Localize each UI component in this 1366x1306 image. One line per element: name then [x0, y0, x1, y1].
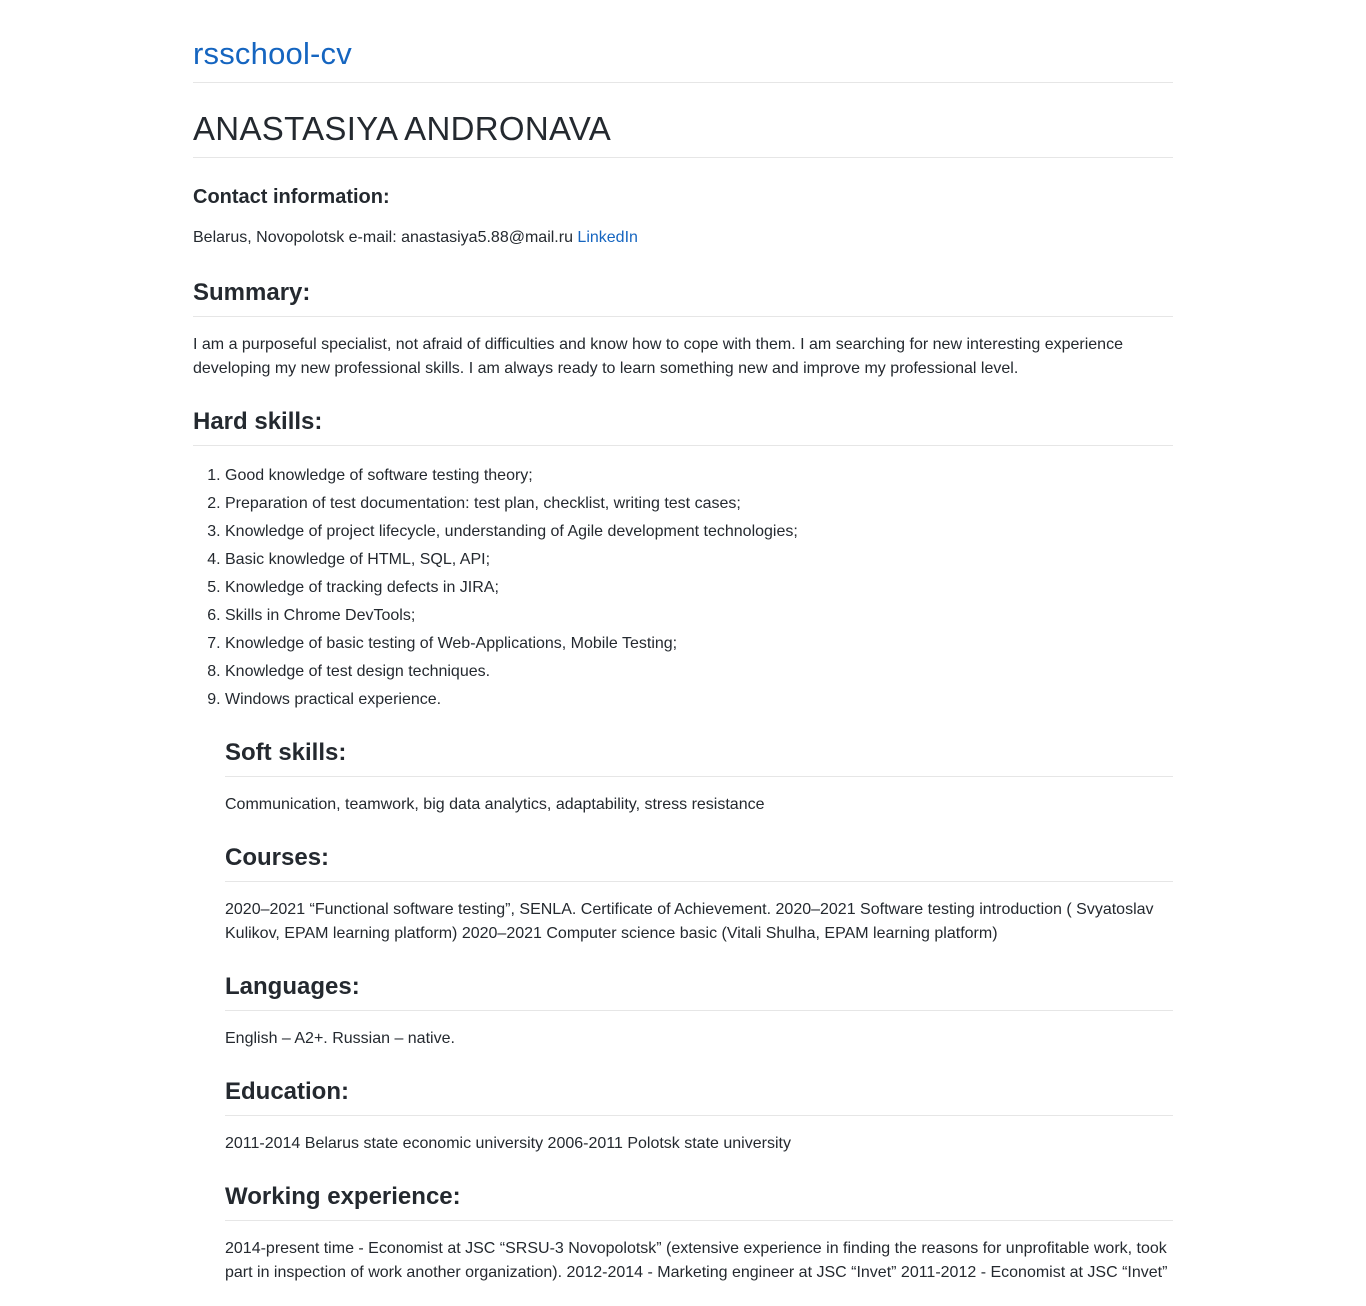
contact-text: Belarus, Novopolotsk e-mail: anastasiya5.88@mail.ru — [193, 229, 573, 246]
hard-skill-item: 1. Good knowledge of software testing theory; — [225, 462, 1173, 490]
soft-skills-text: Communication, teamwork, big data analytics, adaptability, stress resistance — [225, 796, 765, 813]
hard-skill-item: 5. Knowledge of tracking defects in JIRA; — [225, 574, 1173, 602]
courses-heading: Courses: — [225, 843, 1173, 882]
hard-skill-item: 4. Basic knowledge of HTML, SQL, API; — [225, 546, 1173, 574]
education-text: 2011-2014 Belarus state economic university 2006-2011 Polotsk state university — [225, 1135, 791, 1152]
courses-section — [225, 843, 1173, 946]
contact-heading: Contact information: — [193, 186, 390, 208]
hard-skill-item: 9. Windows practical experience. — [225, 686, 1173, 714]
hard-skill-item: 2. Preparation of test documentation: test plan, checklist, writing test cases; — [225, 490, 1173, 518]
languages-heading: Languages: — [225, 972, 1173, 1011]
experience-text: 2014-present time - Economist at JSC “SRSU-3 Novopolotsk” (extensive experience in finding the reasons for unprofitable work, took part in inspection of work another organization). 2012-2014 - Marketing engineer at JSC “Invet” 2011-2012 - Economist at JSC “Invet” — [225, 1240, 1168, 1281]
summary-section — [193, 278, 1173, 381]
hard-skill-item: 6. Skills in Chrome DevTools; — [225, 602, 1173, 630]
hard-skills-section — [193, 407, 1173, 714]
experience-heading: Working experience: — [225, 1182, 1173, 1221]
hard-skill-item: 8. Knowledge of test design techniques. — [225, 658, 1173, 686]
education-heading: Education: — [225, 1077, 1173, 1116]
site-header — [193, 30, 1173, 83]
hard-skills-list — [193, 462, 1173, 714]
languages-section — [225, 972, 1173, 1051]
nested-sections — [225, 738, 1173, 1285]
education-section — [225, 1077, 1173, 1156]
person-name: ANASTASIYA ANDRONAVA — [193, 110, 612, 147]
soft-skills-section — [225, 738, 1173, 817]
hard-skills-heading: Hard skills: — [193, 407, 1173, 446]
hard-skill-item: 3. Knowledge of project lifecycle, understanding of Agile development technologies; — [225, 518, 1173, 546]
hard-skill-item: 7. Knowledge of basic testing of Web-Applications, Mobile Testing; — [225, 630, 1173, 658]
languages-text: English – A2+. Russian – native. — [225, 1030, 455, 1047]
soft-skills-heading: Soft skills: — [225, 738, 1173, 777]
site-title-link[interactable]: rsschool-cv — [193, 36, 352, 71]
courses-text: 2020–2021 “Functional software testing”, SENLA. Certificate of Achievement. 2020–2021 Software testing introduction ( Svyatoslav Kulikov, EPAM learning platform) 2020–2021 Computer science basic (Vitali Shulha, EPAM learning platform) — [225, 901, 1154, 942]
summary-heading: Summary: — [193, 278, 1173, 317]
cv-page — [193, 0, 1173, 1285]
experience-section — [225, 1182, 1173, 1285]
summary-text: I am a purposeful specialist, not afraid of difficulties and know how to cope with them. I am searching for new interesting experience developing my new professional skills. I am always ready to learn something new and improve my professional level. — [193, 336, 1123, 377]
linkedin-link[interactable]: LinkedIn — [577, 229, 638, 246]
contact-line — [193, 226, 1173, 250]
name-block — [193, 109, 1173, 158]
contact-section — [193, 184, 1173, 250]
